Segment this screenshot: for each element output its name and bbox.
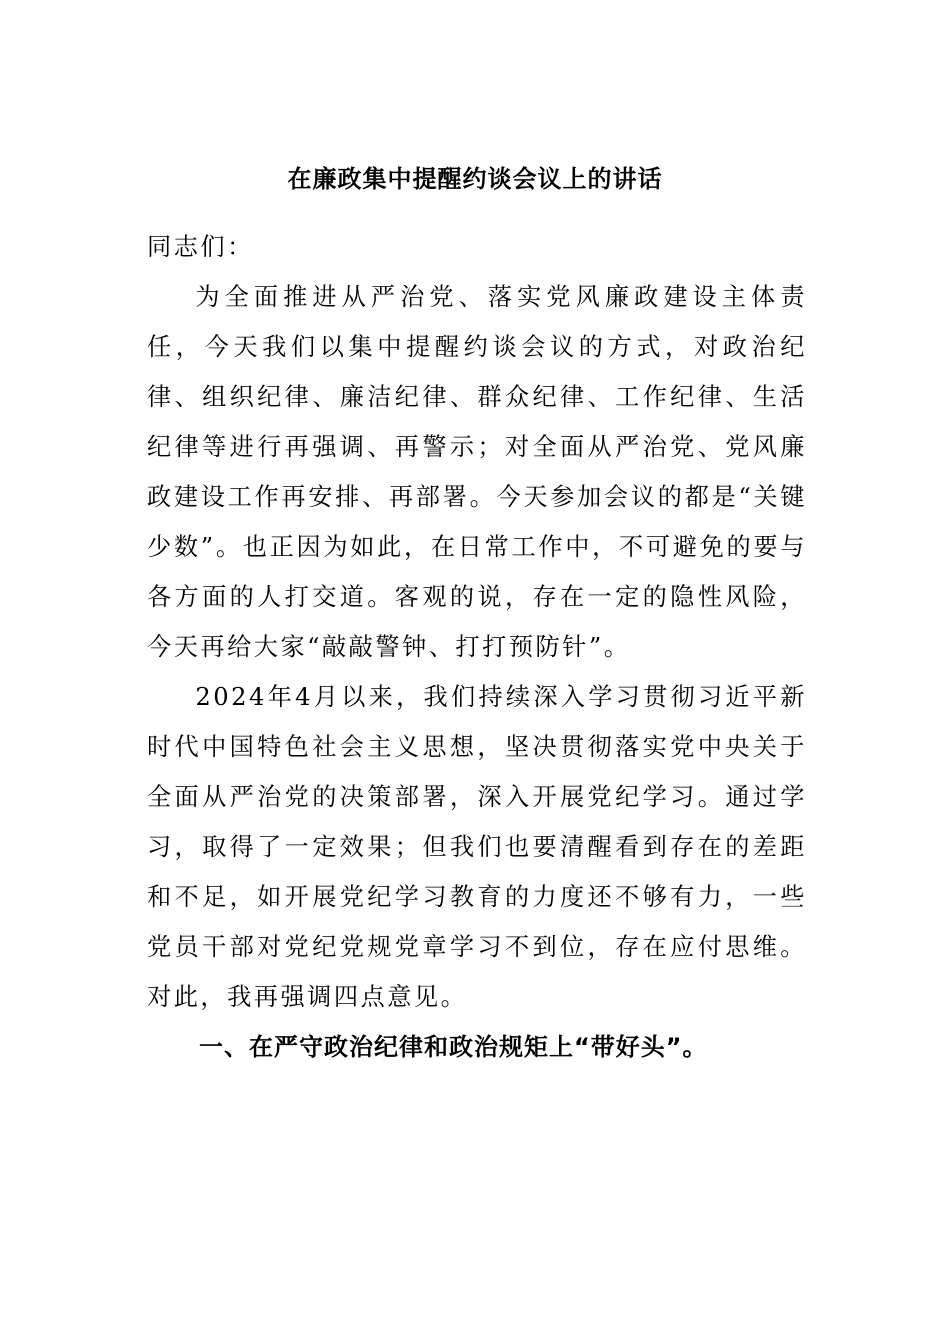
document-title: 在廉政集中提醒约谈会议上的讲话 — [287, 165, 663, 193]
salutation: 同志们： — [147, 233, 254, 261]
paragraph-intro: 为全面推进从严治党、落实党风廉政建设主体责任，今天我们以集中提醒约谈会议的方式，对政治纪律、组织纪律、廉洁纪律、群众纪律、工作纪律、生活纪律等进行再强调、再警示；对全面从严治党、党风廉政建设工作再安排、再部署。今天参加会议的都是“关键少数”。也正因为如此，在日常工作中，不可避免的要与各方面的人打交道。客观的说，存在一定的隐性风险，今天再给大家“敲敲警钟、打打预防针”。 — [147, 283, 807, 661]
paragraph-progress: 2024年4月以来，我们持续深入学习贯彻习近平新时代中国特色社会主义思想，坚决贯彻落实党中央关于全面从严治党的决策部署，深入开展党纪学习。通过学习，取得了一定效果；但我们也要清醒看到存在的差距和不足，如开展党纪学习教育的力度还不够有力，一些党员干部对党纪党规党章学习不到位，存在应付思维。对此，我再强调四点意见。 — [147, 683, 807, 1011]
document-body — [147, 222, 807, 1072]
section-heading-1: 一、在严守政治纪律和政治规矩上“带好头”。 — [199, 1033, 708, 1061]
